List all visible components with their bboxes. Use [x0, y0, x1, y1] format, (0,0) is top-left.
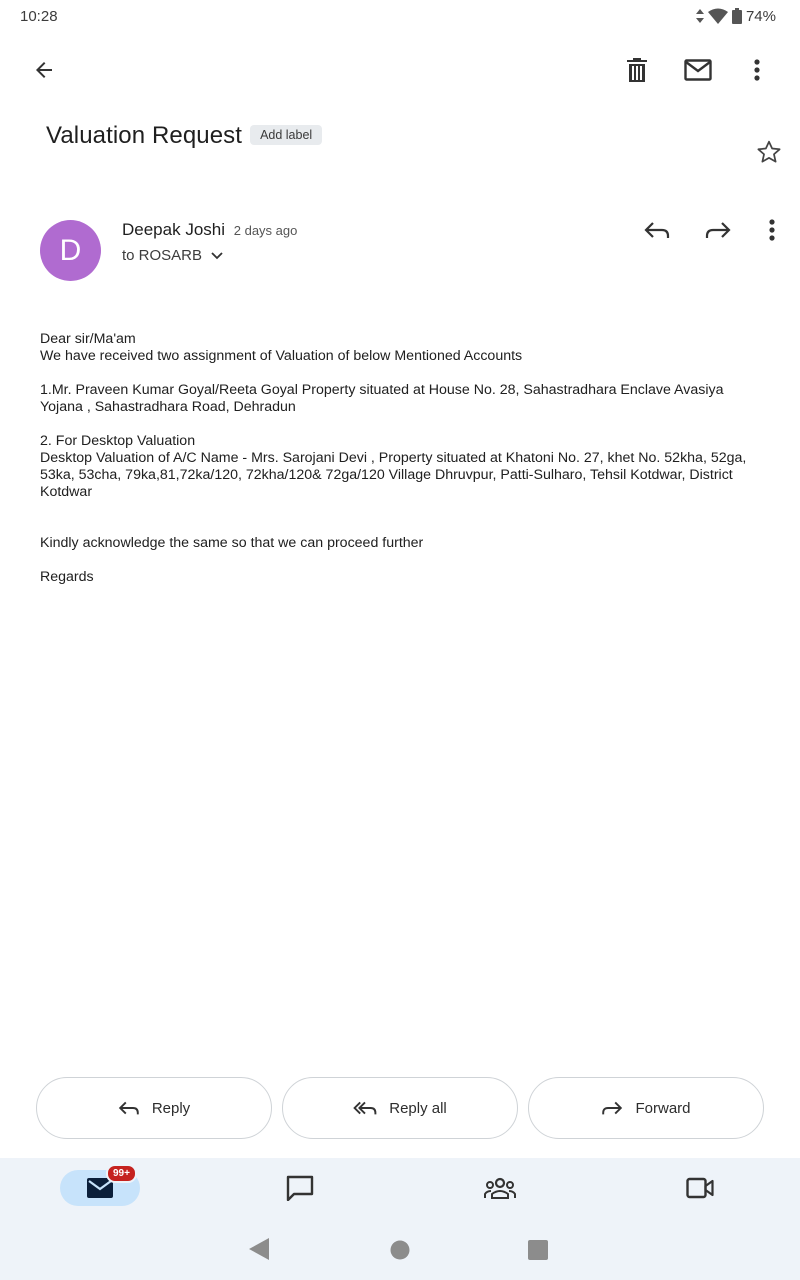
data-arrows-icon [696, 9, 704, 23]
avatar[interactable]: D [40, 220, 101, 281]
status-time: 10:28 [20, 7, 58, 25]
arrow-back-icon [32, 58, 56, 82]
star-outline-icon [756, 139, 782, 165]
recipient-text: to ROSARB [122, 247, 203, 264]
forward-label: Forward [635, 1099, 691, 1117]
reply-icon [644, 220, 670, 240]
recipient-row[interactable] [122, 247, 224, 264]
wifi-icon [708, 8, 728, 24]
message-actions [36, 1077, 764, 1139]
body-line: Kindly acknowledge the same so that we can proceed further [40, 535, 424, 551]
sender-header [40, 220, 780, 290]
body-line: We have received two assignment of Valuation of below Mentioned Accounts [40, 348, 523, 364]
sender-name: Deepak Joshi [122, 220, 226, 239]
forward-icon [601, 1100, 623, 1116]
delete-button[interactable] [613, 46, 661, 94]
status-bar [0, 0, 800, 32]
reply-all-label: Reply all [389, 1099, 447, 1117]
email-subject: Valuation Request [46, 122, 243, 149]
reply-all-icon [353, 1100, 377, 1116]
body-line: 2. For Desktop Valuation [40, 433, 196, 449]
system-back-button[interactable] [244, 1236, 274, 1262]
forward-icon-button[interactable] [694, 206, 742, 254]
mail-icon [684, 59, 712, 81]
email-time: 2 days ago [233, 223, 298, 238]
add-label-chip[interactable]: Add label [250, 125, 322, 145]
subject-row [46, 122, 322, 150]
body-line: Dear sir/Ma'am [40, 331, 136, 347]
chat-icon [286, 1175, 314, 1201]
chevron-down-icon [210, 251, 224, 261]
top-toolbar [0, 40, 800, 100]
more-vertical-icon [754, 59, 760, 81]
more-options-button[interactable] [733, 46, 781, 94]
system-recents-button[interactable] [524, 1236, 552, 1264]
battery-icon [732, 8, 742, 24]
reply-icon-button[interactable] [633, 206, 681, 254]
email-body [40, 331, 760, 586]
spaces-icon [484, 1177, 516, 1199]
nav-mail[interactable] [60, 1170, 140, 1206]
circle-home-icon [390, 1240, 410, 1260]
nav-chat[interactable] [260, 1170, 340, 1206]
more-vertical-icon [769, 219, 775, 241]
forward-button[interactable] [528, 1077, 764, 1139]
body-line: Desktop Valuation of A/C Name - Mrs. Sarojani Devi , Property situated at Khatoni No. 27, khet No. 52kha, 52ga, 53ka, 53cha, 79ka,81,72ka/120, 72kha/120& 72ga/120 Village Dhruvpur, Patti-Sulharo, Tehsil Kotdwar, District Kotdwar [40, 450, 747, 500]
reply-icon [118, 1100, 140, 1116]
meet-icon [686, 1177, 714, 1199]
square-recents-icon [528, 1240, 548, 1260]
star-button[interactable] [745, 128, 793, 176]
nav-meet[interactable] [660, 1170, 740, 1206]
system-home-button[interactable] [386, 1236, 414, 1264]
nav-spaces[interactable] [460, 1170, 540, 1206]
trash-icon [625, 57, 649, 83]
reply-all-button[interactable] [282, 1077, 518, 1139]
system-navigation [0, 1222, 800, 1278]
body-line: Regards [40, 569, 94, 585]
reply-label: Reply [151, 1099, 191, 1117]
sender-name-row [122, 220, 297, 240]
forward-icon [705, 220, 731, 240]
back-button[interactable] [20, 46, 68, 94]
triangle-back-icon [249, 1238, 269, 1260]
battery-percent: 74% [745, 7, 776, 25]
reply-button[interactable] [36, 1077, 272, 1139]
body-line: 1.Mr. Praveen Kumar Goyal/Reeta Goyal Property situated at House No. 28, Sahastradhara Enclave Avasiya Yojana , Sahastradhara Road, Dehradun [40, 382, 724, 415]
status-icons [696, 8, 776, 25]
unread-badge: 99+ [106, 1164, 137, 1183]
mark-unread-button[interactable] [674, 46, 722, 94]
message-more-button[interactable] [748, 206, 796, 254]
